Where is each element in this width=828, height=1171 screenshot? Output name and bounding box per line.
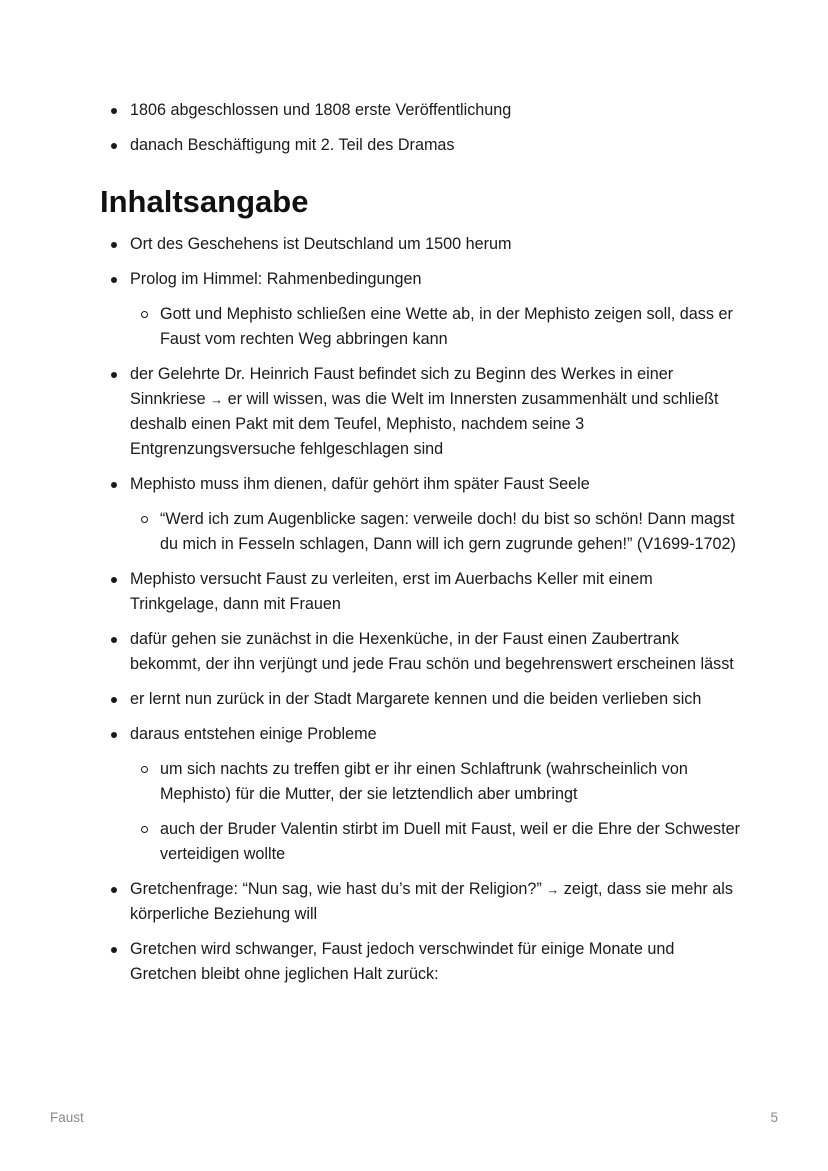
sub-list xyxy=(130,302,740,352)
list-item xyxy=(100,267,740,352)
summary-list xyxy=(100,232,740,987)
list-item-text: Mephisto muss ihm dienen, dafür gehört ihm später Faust Seele xyxy=(130,475,590,493)
sub-list xyxy=(130,507,740,557)
sub-list-item: Gott und Mephisto schließen eine Wette ab, in der Mephisto zeigen soll, dass er Faust vom rechten Weg abbringen kann xyxy=(130,302,740,352)
page-content xyxy=(100,98,740,997)
list-item-text: Gretchenfrage: “Nun sag, wie hast du’s mit der Religion?” xyxy=(130,880,542,898)
sub-list-item: um sich nachts zu treffen gibt er ihr einen Schlaftrunk (wahrscheinlich von Mephisto) für die Mutter, der sie letztendlich aber umbringt xyxy=(130,757,740,807)
list-item xyxy=(100,877,740,927)
sub-list xyxy=(130,757,740,867)
list-item-text: er will wissen, was die Welt im Innersten zusammenhält und schließt deshalb einen Pakt mit dem Teufel, Mephisto, nachdem seine 3 Entgrenzungsversuche fehlgeschlagen sind xyxy=(130,390,719,458)
section-heading: Inhaltsangabe xyxy=(100,184,309,219)
list-item: Gretchen wird schwanger, Faust jedoch verschwindet für einige Monate und Gretchen bleibt ohne jeglichen Halt zurück: xyxy=(100,937,740,987)
footer-page-number: 5 xyxy=(770,1110,778,1125)
list-item xyxy=(100,362,740,462)
list-item: 1806 abgeschlossen und 1808 erste Veröffentlichung xyxy=(100,98,740,123)
list-item xyxy=(100,472,740,557)
list-item-text: der Gelehrte Dr. Heinrich Faust befindet sich zu Beginn des Werkes in einer Sinnkriese xyxy=(130,365,674,408)
footer-document-title: Faust xyxy=(50,1110,84,1125)
list-item-text: Prolog im Himmel: Rahmenbedingungen xyxy=(130,270,422,288)
list-item: Ort des Geschehens ist Deutschland um 1500 herum xyxy=(100,232,740,257)
intro-list xyxy=(100,98,740,158)
list-item: Mephisto versucht Faust zu verleiten, erst im Auerbachs Keller mit einem Trinkgelage, dann mit Frauen xyxy=(100,567,740,617)
list-item-text: daraus entstehen einige Probleme xyxy=(130,725,377,743)
list-item-text: zeigt, dass sie mehr als körperliche Beziehung will xyxy=(130,880,733,923)
list-item: er lernt nun zurück in der Stadt Margarete kennen und die beiden verlieben sich xyxy=(100,687,740,712)
list-item: dafür gehen sie zunächst in die Hexenküche, in der Faust einen Zaubertrank bekommt, der ihn verjüngt und jede Frau schön und begehrenswert erscheinen lässt xyxy=(100,627,740,677)
arrow-icon: → xyxy=(546,882,560,897)
list-item xyxy=(100,722,740,867)
list-item: danach Beschäftigung mit 2. Teil des Dramas xyxy=(100,133,740,158)
arrow-icon: → xyxy=(210,392,224,407)
sub-list-item: “Werd ich zum Augenblicke sagen: verweile doch! du bist so schön! Dann magst du mich in Fesseln schlagen, Dann will ich gern zugrunde gehen!” (V1699-1702) xyxy=(130,507,740,557)
sub-list-item: auch der Bruder Valentin stirbt im Duell mit Faust, weil er die Ehre der Schwester verteidigen wollte xyxy=(130,817,740,867)
